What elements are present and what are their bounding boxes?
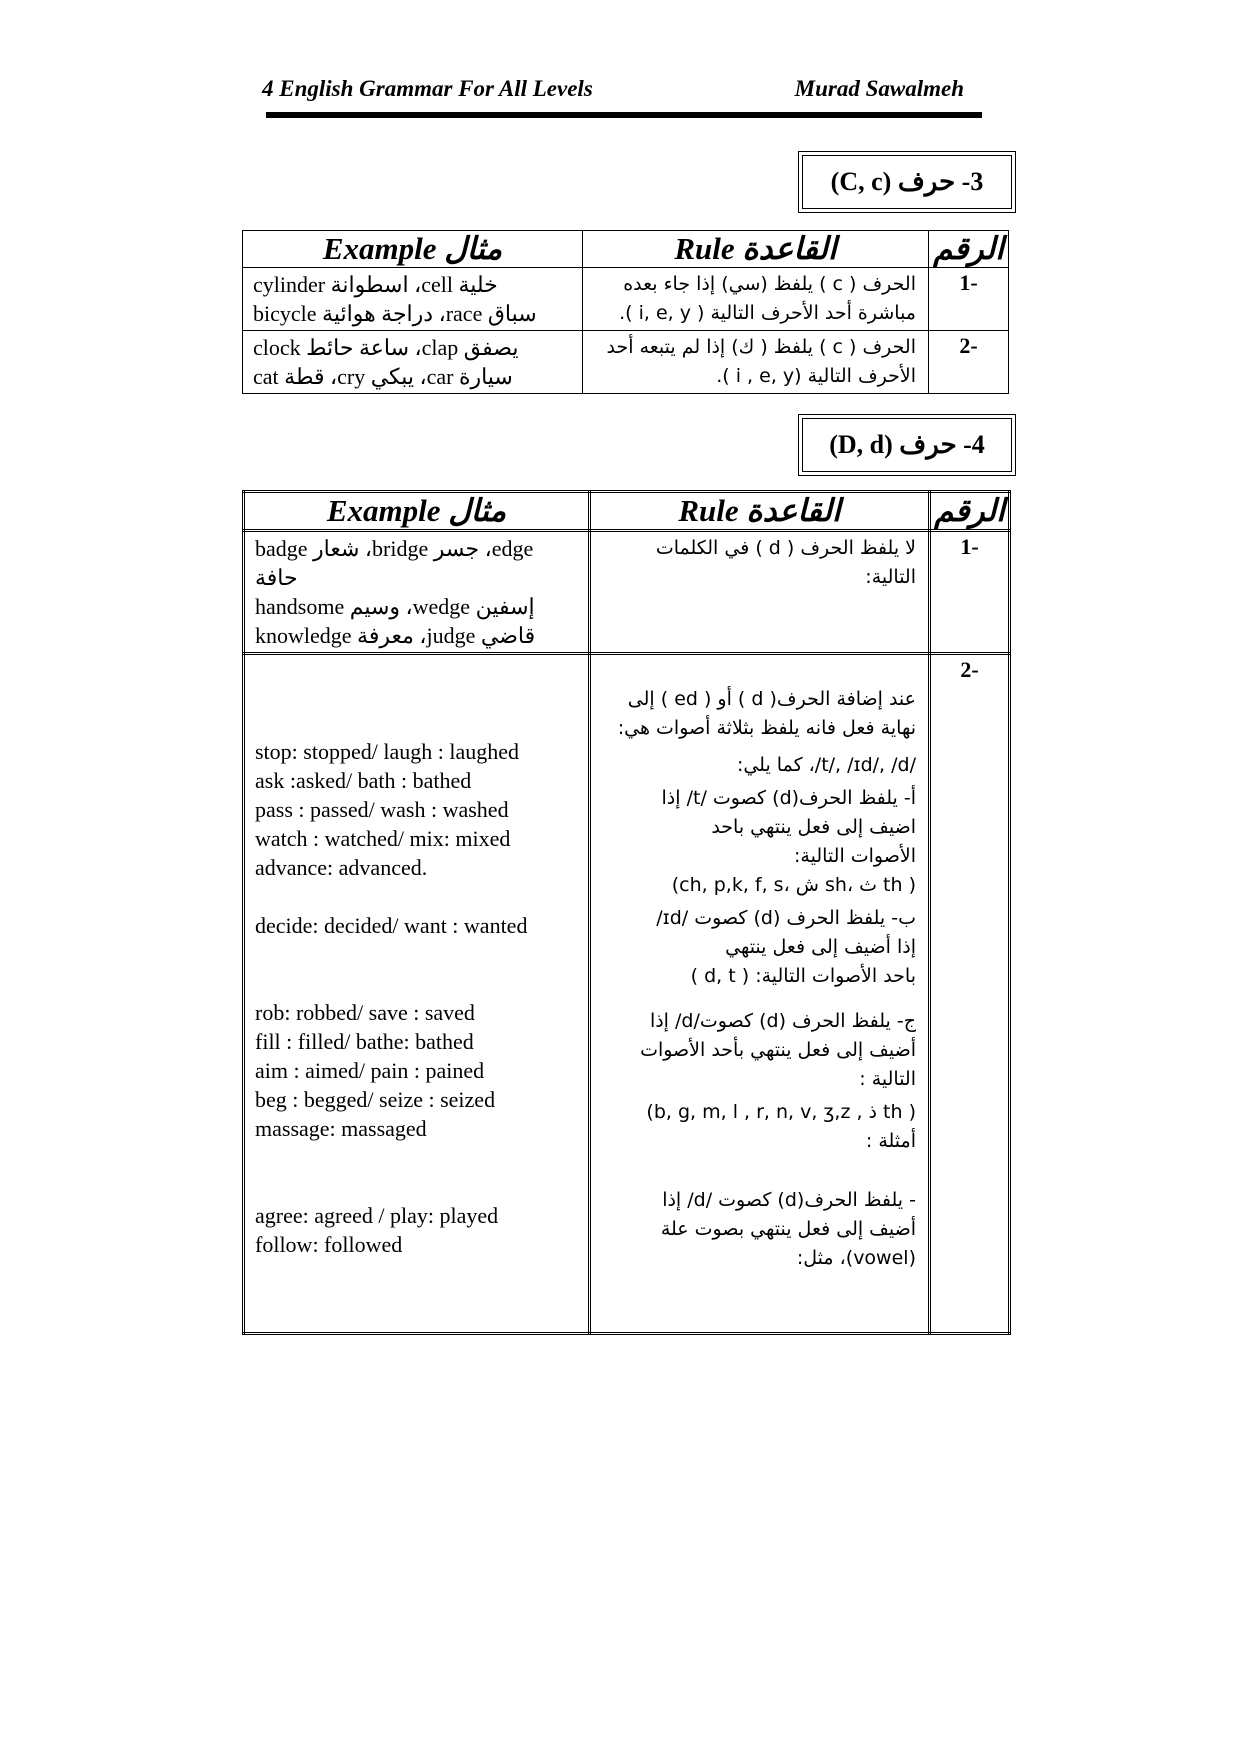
table-header-row (243, 231, 1009, 268)
example-line: beg : begged/ seize : seized (255, 1087, 496, 1112)
example-line: rob: robbed/ save : saved (255, 1000, 475, 1025)
example-line: clock ساعة حائط ،clap يصفق (253, 335, 519, 360)
header-example: Example مثال (243, 231, 583, 268)
header-number: الرقم (930, 492, 1010, 531)
rule-line: ج- يلفظ الحرف (d) كصوت/d/ إذا (649, 1010, 916, 1032)
example-line: fill : filled/ bathe: bathed (255, 1029, 474, 1054)
example-line: badge شعار ،bridge جسر ،edge حافة (255, 536, 534, 590)
row-number: 1- (929, 268, 1009, 331)
rule-line: مباشرة أحد الأحرف التالية ( i, e, y ). (619, 302, 916, 324)
rule-line: عند إضافة الحرف( d ) أو ( ed ) إلى (627, 688, 916, 710)
example-line: follow: followed (255, 1232, 403, 1257)
table-header-row (244, 492, 1010, 531)
example-line: massage: massaged (255, 1116, 427, 1141)
rule-line: أ- يلفظ الحرف(d) كصوت /t/ إذا (661, 787, 916, 809)
rule-line: ب- يلفظ الحرف (d) كصوت /ɪd/ (656, 907, 916, 929)
rule-cell (583, 268, 929, 331)
rule-line: ( th ذ , b, g, m, l , r, n, v, ʒ,z) (646, 1101, 916, 1123)
example-line: agree: agreed / play: played (255, 1203, 499, 1228)
example-line: ask :asked/ bath : bathed (255, 768, 472, 793)
example-line: decide: decided/ want : wanted (255, 913, 528, 938)
header-number: الرقم (929, 231, 1009, 268)
table-row (243, 268, 1009, 331)
example-cell (244, 531, 590, 654)
rule-cell (583, 331, 929, 394)
rule-line: الأحرف التالية (i , e, y ). (716, 365, 916, 387)
rule-line: أمثلة : (865, 1130, 916, 1152)
header-rule: Rule القاعدة (590, 492, 930, 531)
rule-cell (590, 531, 930, 654)
example-cell (243, 331, 583, 394)
example-cell (243, 268, 583, 331)
header-rule (266, 112, 982, 118)
rule-line: باحد الأصوات التالية: ( d, t ) (690, 965, 916, 987)
header-author: Murad Sawalmeh (794, 76, 964, 101)
header-rule: Rule القاعدة (583, 231, 929, 268)
table-row (244, 654, 1010, 1334)
section-4-table (242, 490, 1011, 1335)
rule-line: ( th ث ،sh ش ،ch, p,k, f, s) (671, 874, 916, 896)
rule-line: الأصوات التالية: (794, 845, 916, 867)
rule-line: الحرف ( c ) يلفظ (سي) إذا جاء بعده (623, 273, 916, 295)
example-line: watch : watched/ mix: mixed (255, 826, 511, 851)
section-4-title-box (798, 414, 1016, 476)
example-line: bicycle دراجة هوائية ،race سباق (253, 301, 537, 326)
header-example: Example مثال (244, 492, 590, 531)
page-header (262, 70, 982, 118)
row-number: 1- (930, 531, 1010, 654)
section-3-table (242, 230, 1009, 394)
rule-line: الحرف ( c ) يلفظ ( ك) إذا لم يتبعه أحد (606, 336, 916, 358)
example-line: cylinder اسطوانة ،cell خلية (253, 272, 498, 297)
rule-line: (vowel)، مثل: (796, 1247, 916, 1269)
example-line: cat قطة ،cry يبكي ،car سيارة (253, 364, 513, 389)
rule-line: لا يلفظ الحرف ( d ) في الكلمات التالية: (655, 537, 916, 588)
example-line: stop: stopped/ laugh : laughed (255, 739, 519, 764)
header-book-title: 4 English Grammar For All Levels (262, 76, 593, 101)
row-number: 2- (929, 331, 1009, 394)
example-line: pass : passed/ wash : washed (255, 797, 509, 822)
rule-line: نهاية فعل فانه يلفظ بثلاثة أصوات هي: (617, 717, 916, 739)
example-line: knowledge معرفة ،judge قاضي (255, 623, 536, 648)
section-3-title: 3- حرف (C, c) (802, 155, 1012, 209)
rule-line: /t/, /ɪd/, /d/، كما يلي: (736, 754, 916, 776)
example-line: advance: advanced. (255, 855, 428, 880)
rule-cell (590, 654, 930, 1334)
rule-line: التالية : (859, 1068, 916, 1090)
section-4-title: 4- حرف (D, d) (802, 418, 1012, 472)
rule-line: أضيف إلى فعل ينتهي بصوت علة (660, 1218, 916, 1240)
row-number: 2- (930, 654, 1010, 1334)
example-line: handsome وسيم ،wedge إسفين (255, 594, 535, 619)
section-3-title-box (798, 151, 1016, 213)
rule-line: - يلفظ الحرف(d) كصوت /d/ إذا (662, 1189, 916, 1211)
table-row (244, 531, 1010, 654)
rule-line: أضيف إلى فعل ينتهي بأحد الأصوات (640, 1039, 916, 1061)
table-row (243, 331, 1009, 394)
example-line: aim : aimed/ pain : pained (255, 1058, 485, 1083)
rule-line: اضيف إلى فعل ينتهي باحد (711, 816, 916, 838)
rule-line: إذا أضيف إلى فعل ينتهي (725, 936, 916, 958)
example-cell (244, 654, 590, 1334)
